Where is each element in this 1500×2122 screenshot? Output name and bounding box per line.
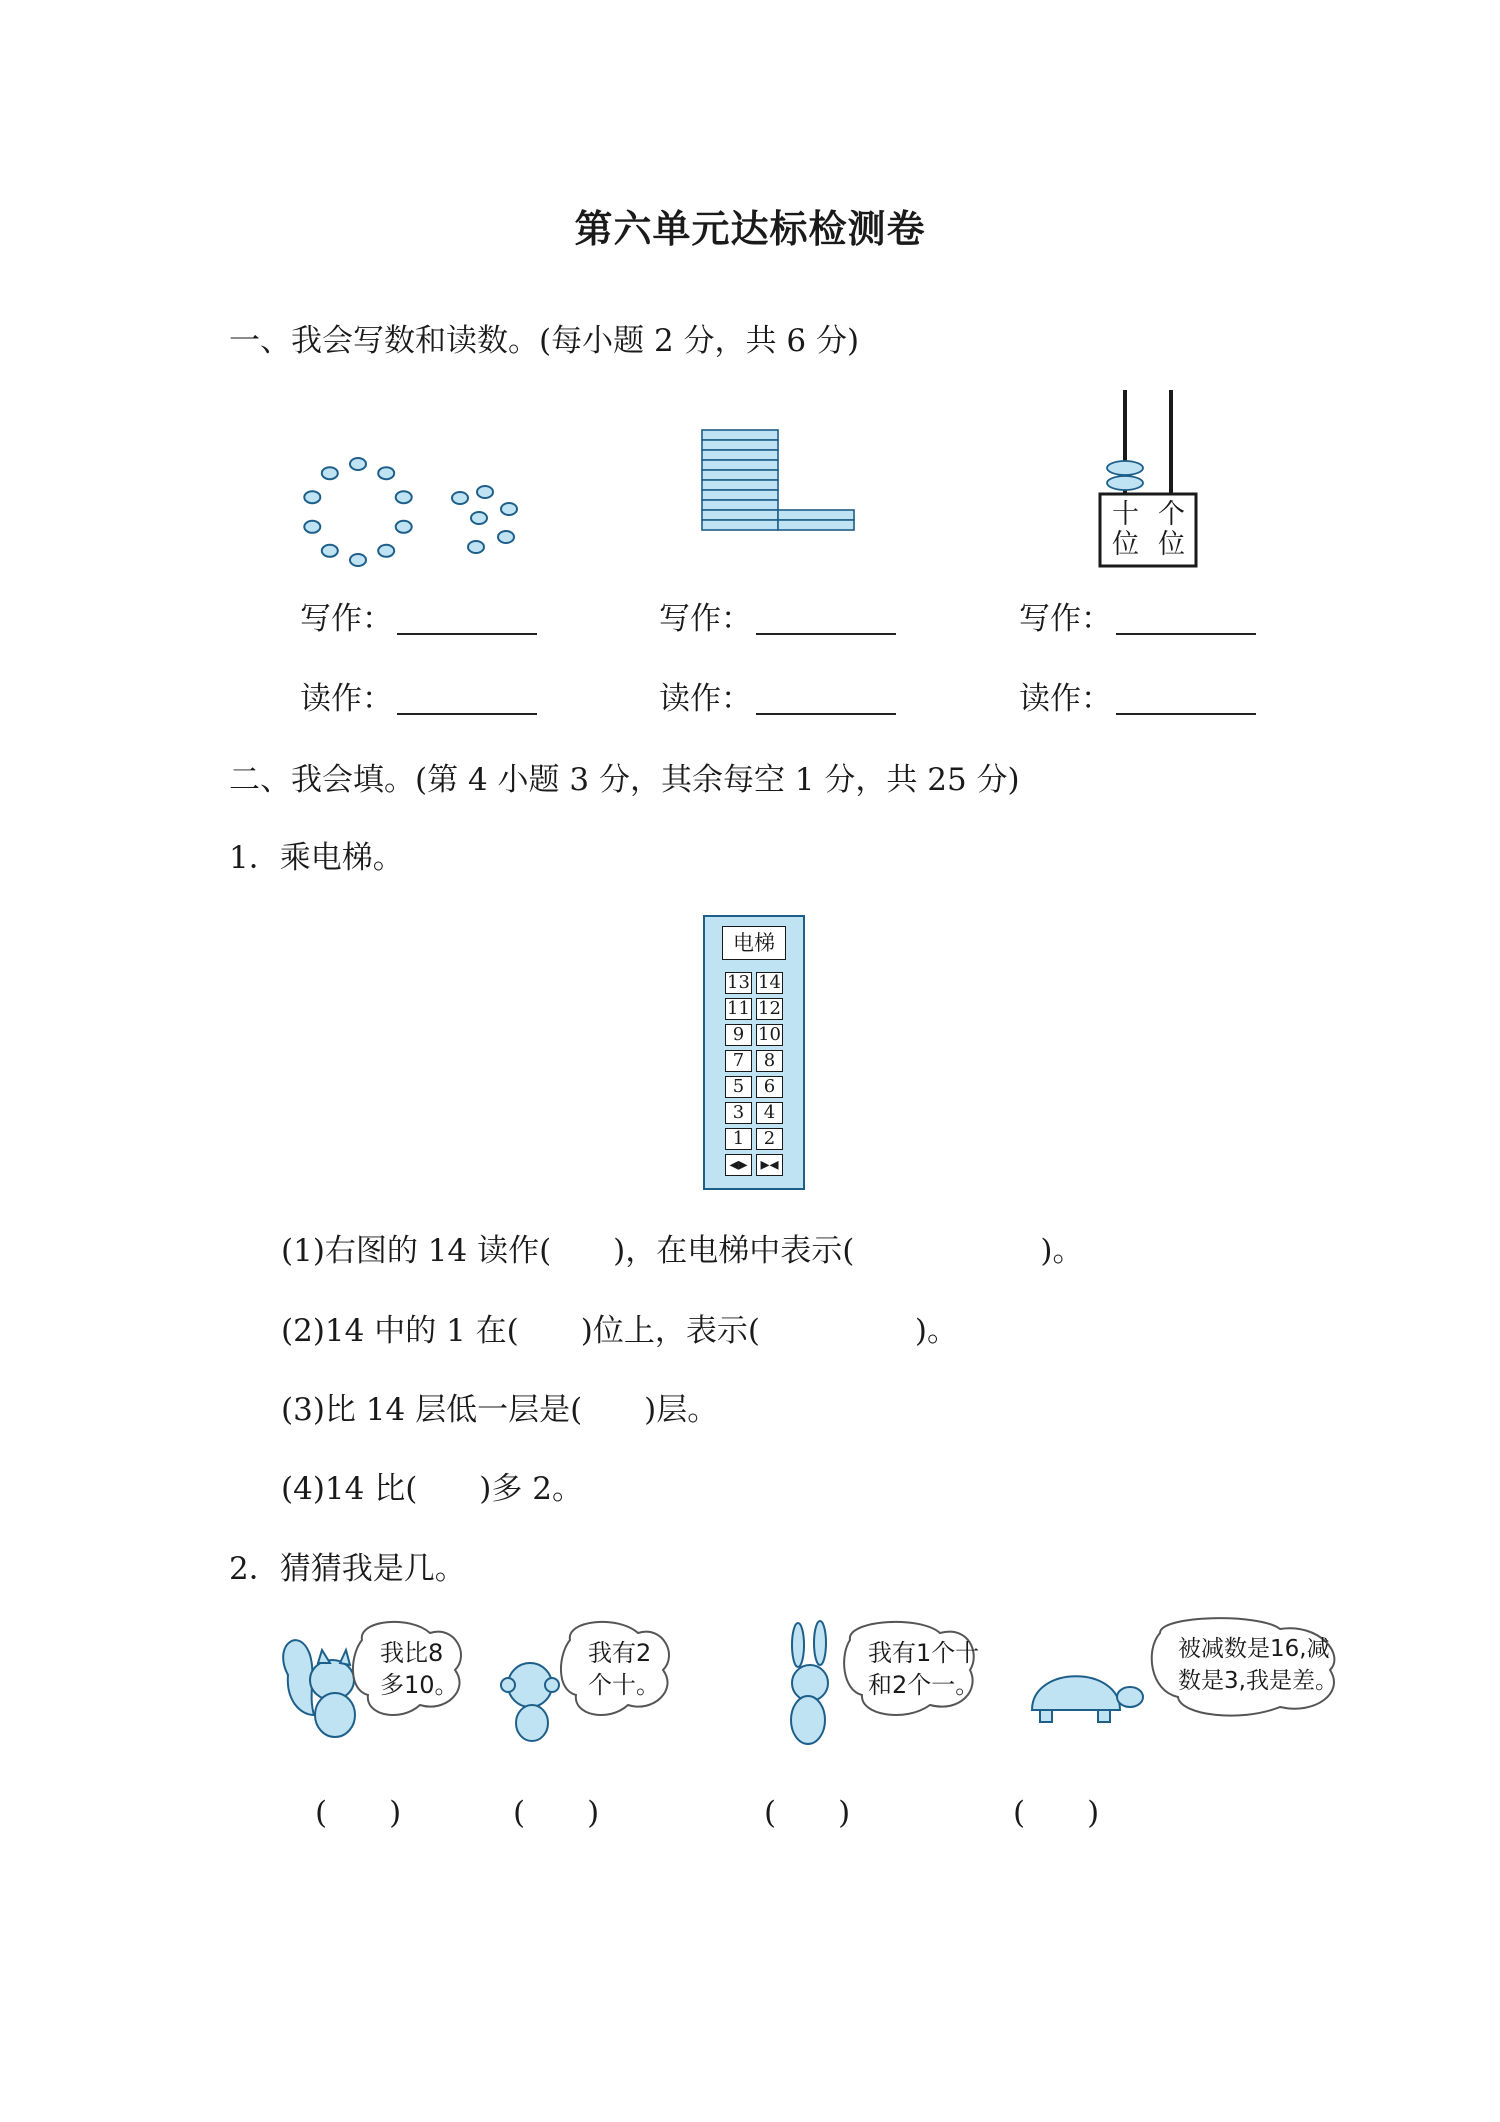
- answer-blank[interactable]: [1116, 603, 1256, 635]
- read-line-3: 读作：: [1019, 679, 1256, 719]
- answer-blank[interactable]: [756, 603, 896, 635]
- q1-sub-2: (2)14 中的 1 在( )位上，表示( )。: [281, 1313, 959, 1349]
- floor-button[interactable]: 5: [725, 1076, 752, 1098]
- floor-button[interactable]: 6: [756, 1076, 783, 1098]
- blocks-figure: [700, 428, 860, 570]
- answer-paren-3[interactable]: ( ): [764, 1795, 851, 1831]
- answer-blank[interactable]: [1116, 683, 1256, 715]
- q2-label: 2．猜猜我是几。: [229, 1551, 466, 1587]
- ten-stick: [702, 460, 778, 470]
- bead: [378, 545, 394, 557]
- door-button[interactable]: ◂▸: [725, 1154, 752, 1176]
- bead: [350, 554, 366, 566]
- section2-heading: 二、我会填。(第 4 小题 3 分，其余每空 1 分，共 25 分): [229, 762, 1020, 798]
- elevator-panel: [703, 915, 805, 1190]
- abacus-figure: [1098, 390, 1208, 570]
- page-title: 第六单元达标检测卷: [574, 207, 926, 251]
- ten-stick: [702, 490, 778, 500]
- door-button[interactable]: ▸◂: [756, 1154, 783, 1176]
- read-line-2: 读作：: [659, 679, 896, 719]
- q1-sub-1: (1)右图的 14 读作( )，在电梯中表示( )。: [281, 1233, 1084, 1269]
- answer-paren-2[interactable]: ( ): [513, 1795, 600, 1831]
- bead: [378, 467, 394, 479]
- q1-sub-4: (4)14 比( )多 2。: [281, 1471, 583, 1507]
- bead: [396, 521, 412, 533]
- answer-blank[interactable]: [397, 603, 537, 635]
- floor-button[interactable]: 1: [725, 1128, 752, 1150]
- elevator-title: 电梯: [722, 926, 786, 960]
- q1-label: 1．乘电梯。: [229, 840, 404, 876]
- floor-button[interactable]: 4: [756, 1102, 783, 1124]
- ten-stick: [702, 430, 778, 440]
- floor-button[interactable]: 2: [756, 1128, 783, 1150]
- beads-figure: [300, 452, 530, 572]
- bead: [304, 521, 320, 533]
- floor-button[interactable]: 3: [725, 1102, 752, 1124]
- bubble-2: 我有2 个十。: [588, 1639, 660, 1699]
- ten-stick: [702, 480, 778, 490]
- ten-stick: [702, 510, 778, 520]
- one-stick: [778, 510, 854, 520]
- answer-blank[interactable]: [756, 683, 896, 715]
- answer-paren-4[interactable]: ( ): [1013, 1795, 1100, 1831]
- abacus-ones-label: 个 位: [1158, 499, 1185, 560]
- bubble-3: 我有1个十 和2个一。: [868, 1639, 980, 1699]
- ten-stick: [702, 470, 778, 480]
- floor-button[interactable]: 10: [756, 1024, 783, 1046]
- write-line-3: 写作：: [1019, 599, 1256, 639]
- answer-blank[interactable]: [397, 683, 537, 715]
- read-line-1: 读作：: [300, 679, 537, 719]
- section1-heading: 一、我会写数和读数。(每小题 2 分，共 6 分): [229, 323, 860, 359]
- floor-button[interactable]: 12: [756, 998, 783, 1020]
- floor-button[interactable]: 14: [756, 972, 783, 994]
- floor-button[interactable]: 8: [756, 1050, 783, 1072]
- floor-button[interactable]: 7: [725, 1050, 752, 1072]
- bead: [396, 491, 412, 503]
- guess-illustration: [280, 1615, 1360, 1750]
- floor-button[interactable]: 13: [725, 972, 752, 994]
- ten-stick: [702, 500, 778, 510]
- bead: [322, 467, 338, 479]
- bead: [350, 458, 366, 470]
- write-line-1: 写作：: [300, 599, 537, 639]
- bead: [304, 491, 320, 503]
- abacus-tens-label: 十 位: [1112, 499, 1139, 560]
- floor-button[interactable]: 11: [725, 998, 752, 1020]
- one-stick: [778, 520, 854, 530]
- bead: [322, 545, 338, 557]
- bubble-1: 我比8 多10。: [380, 1639, 459, 1699]
- bubble-4: 被减数是16,减 数是3,我是差。: [1178, 1636, 1338, 1694]
- ten-stick: [702, 450, 778, 460]
- q1-sub-3: (3)比 14 层低一层是( )层。: [281, 1392, 719, 1428]
- answer-paren-1[interactable]: ( ): [315, 1795, 402, 1831]
- ten-stick: [702, 520, 778, 530]
- ten-stick: [702, 440, 778, 450]
- floor-button[interactable]: 9: [725, 1024, 752, 1046]
- write-line-2: 写作：: [659, 599, 896, 639]
